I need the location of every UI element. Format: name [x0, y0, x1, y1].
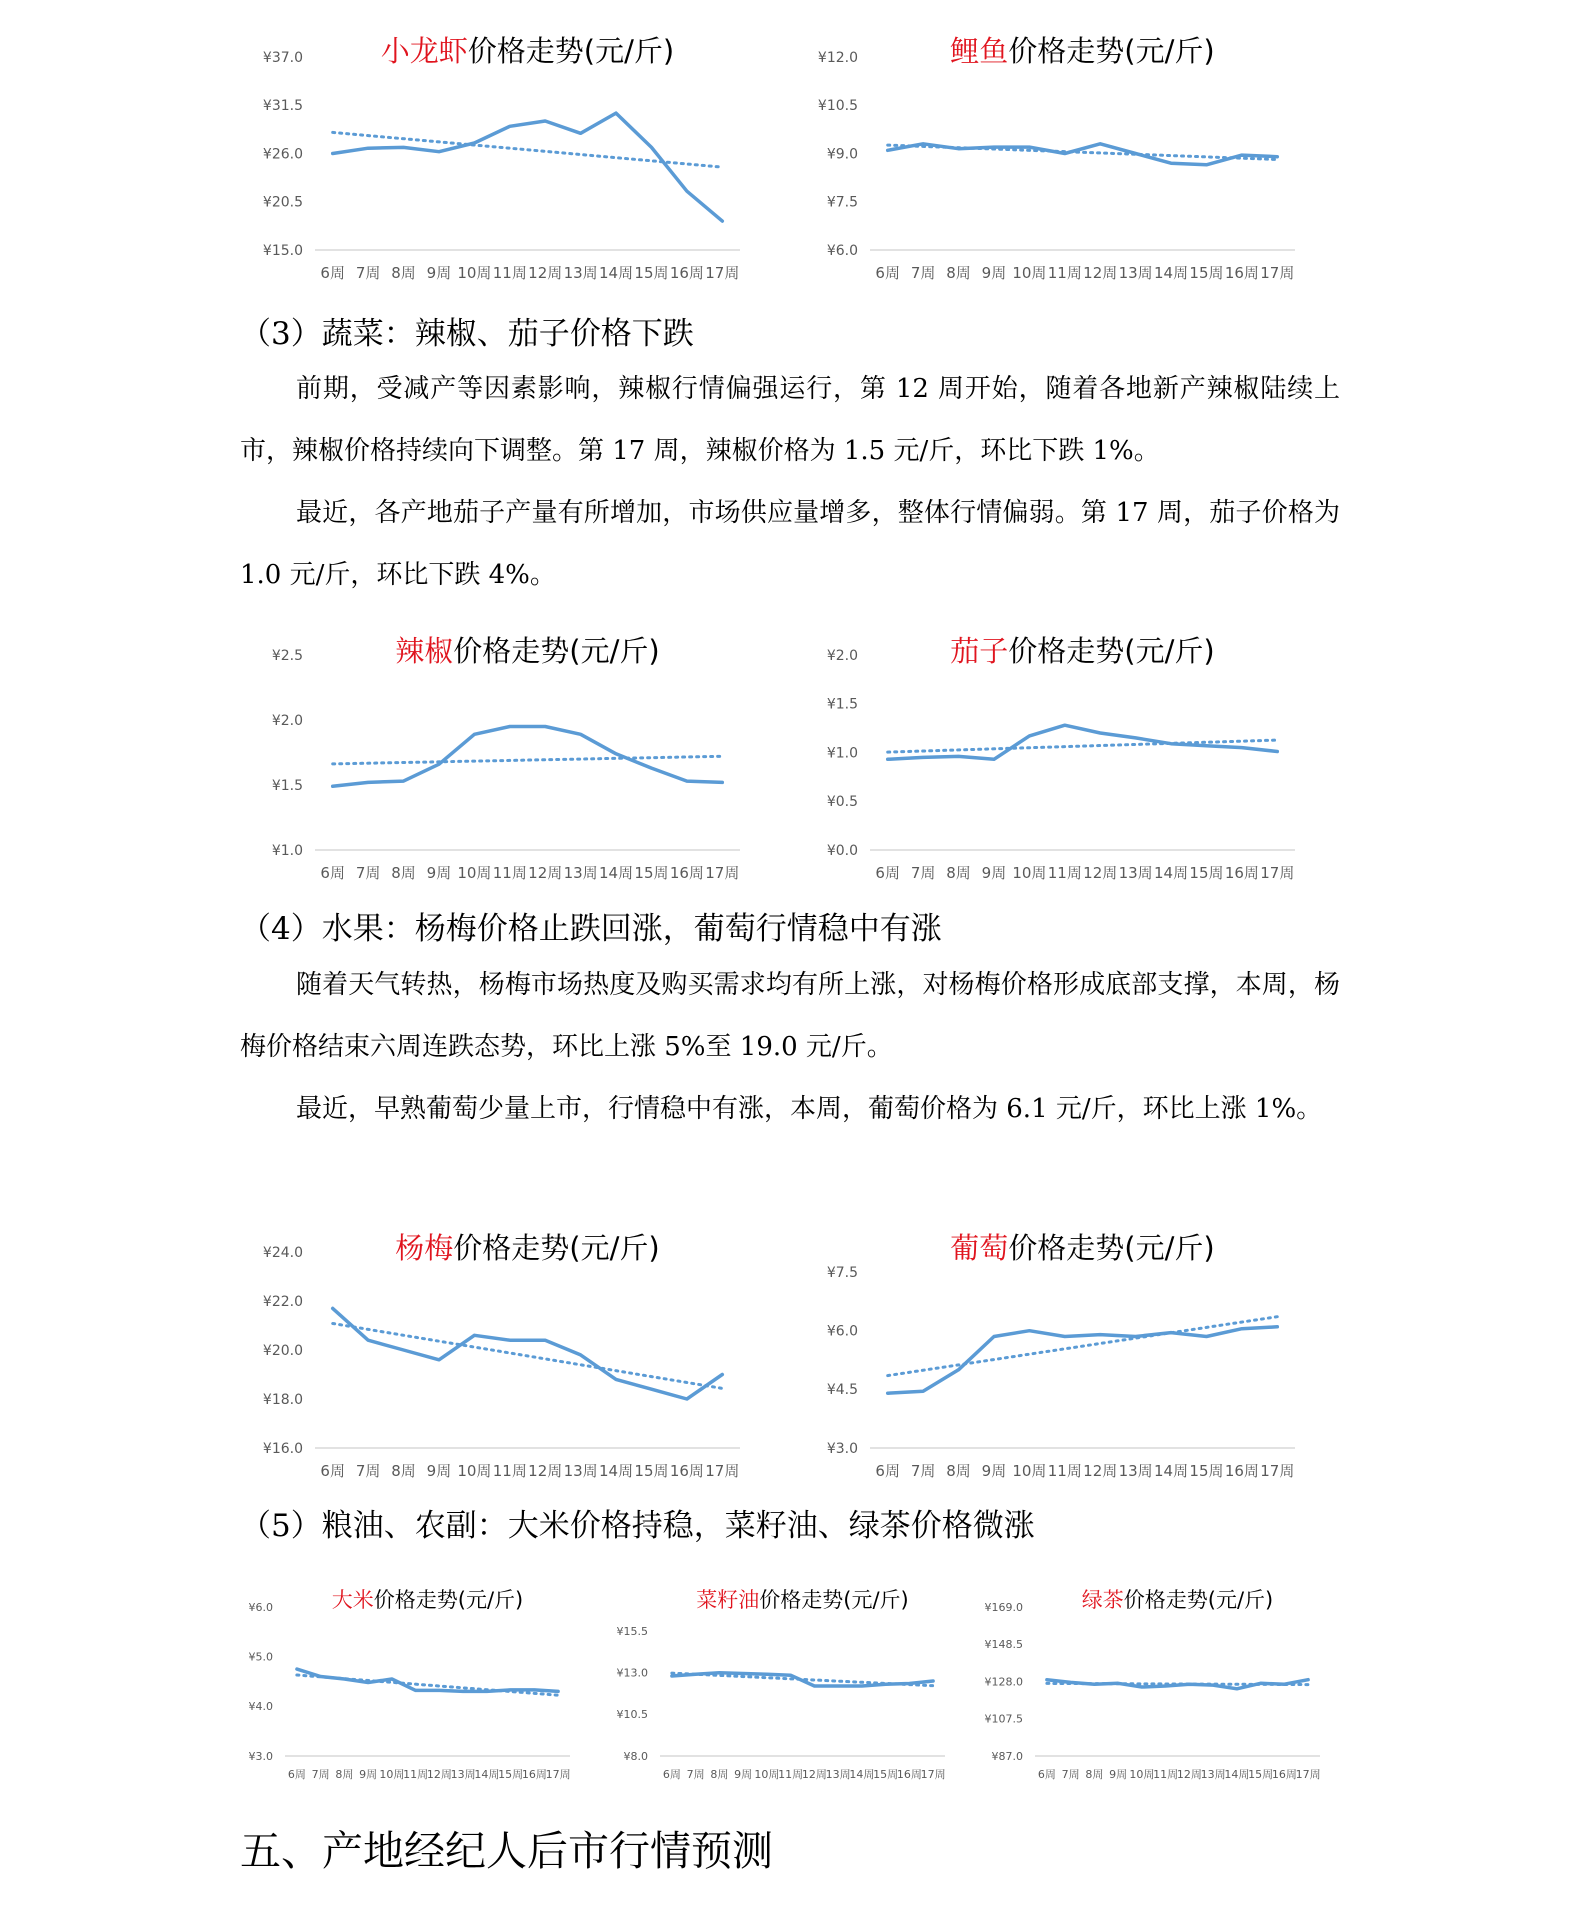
chart-title-highlight: 小龙虾 [380, 34, 468, 68]
x-tick-label: 17周 [705, 264, 740, 282]
x-tick-label: 15周 [1189, 864, 1224, 882]
chart-title-rest: 价格走势(元/斤) [1008, 34, 1215, 68]
y-tick-label: ¥5.0 [248, 1650, 273, 1664]
chart-pepper [235, 625, 755, 895]
chart-title-highlight: 辣椒 [395, 634, 454, 668]
y-tick-label: ¥15.5 [616, 1624, 648, 1638]
x-tick-label: 6周 [287, 1768, 306, 1781]
chart-rice [235, 1580, 585, 1780]
y-tick-label: ¥20.5 [262, 194, 303, 211]
y-tick-label: ¥128.0 [984, 1675, 1023, 1689]
chart-bayberry [235, 1222, 755, 1492]
y-tick-label: ¥7.5 [826, 194, 858, 211]
paragraph: 随着天气转热，杨梅市场热度及购买需求均有所上涨，对杨梅价格形成底部支撑，本周，杨梅价格结束六周连跌态势，环比上涨 5%至 19.0 元/斤。 [240, 970, 1340, 1062]
x-tick-label: 13周 [1118, 264, 1153, 282]
series-line [672, 1673, 933, 1686]
x-tick-label: 6周 [875, 264, 900, 282]
section-6-heading: 五、产地经纪人后市行情预测 [240, 1827, 773, 1875]
chart-title-highlight: 鲤鱼 [950, 34, 1009, 68]
x-tick-label: 8周 [946, 264, 971, 282]
chart-title-rest: 价格走势(元/斤) [453, 634, 660, 668]
x-tick-label: 8周 [335, 1768, 354, 1781]
x-tick-label: 9周 [426, 864, 452, 882]
series-line [1047, 1680, 1308, 1689]
y-tick-label: ¥1.5 [826, 696, 858, 713]
chart-carp [790, 25, 1340, 295]
chart-grape [790, 1222, 1340, 1492]
x-tick-label: 12周 [528, 264, 563, 282]
section-3-body [240, 358, 1340, 606]
y-tick-label: ¥4.5 [826, 1382, 858, 1399]
y-tick-label: ¥26.0 [262, 146, 303, 163]
x-tick-label: 12周 [426, 1768, 452, 1781]
x-tick-label: 16周 [669, 1462, 704, 1480]
x-tick-label: 13周 [1118, 864, 1153, 882]
y-tick-label: ¥87.0 [991, 1749, 1023, 1763]
x-tick-label: 17周 [1260, 1462, 1295, 1480]
y-tick-label: ¥2.0 [826, 647, 858, 664]
x-tick-label: 6周 [320, 864, 345, 882]
series-line [333, 1308, 723, 1399]
y-tick-label: ¥6.0 [248, 1600, 273, 1614]
x-tick-label: 6周 [1037, 1768, 1056, 1781]
x-tick-label: 6周 [320, 1462, 345, 1480]
x-tick-label: 13周 [563, 864, 598, 882]
x-tick-label: 7周 [910, 264, 936, 282]
chart-title-rest: 价格走势(元/斤) [467, 34, 675, 68]
x-tick-label: 14周 [1153, 864, 1189, 882]
chart-rapeseed [610, 1580, 960, 1780]
x-tick-label: 12周 [1083, 1462, 1118, 1480]
y-tick-label: ¥1.0 [826, 745, 858, 762]
x-tick-label: 17周 [705, 864, 740, 882]
paragraph: 最近，早熟葡萄少量上市，行情稳中有涨，本周，葡萄价格为 6.1 元/斤，环比上涨 1%。 [296, 1094, 1323, 1124]
y-tick-label: ¥148.5 [984, 1638, 1023, 1652]
x-tick-label: 10周 [1012, 264, 1047, 282]
x-tick-label: 7周 [311, 1768, 330, 1781]
x-tick-label: 8周 [1085, 1768, 1104, 1781]
x-tick-label: 10周 [457, 864, 492, 882]
x-tick-label: 15周 [1248, 1768, 1274, 1781]
x-tick-label: 7周 [686, 1768, 705, 1781]
chart-title [235, 29, 760, 70]
x-tick-label: 16周 [1224, 264, 1259, 282]
series-line [333, 113, 723, 221]
x-tick-label: 13周 [563, 1462, 598, 1480]
x-tick-label: 13周 [1118, 1462, 1153, 1480]
y-tick-label: ¥12.0 [817, 49, 858, 66]
y-tick-label: ¥0.0 [826, 842, 858, 859]
x-tick-label: 15周 [1189, 1462, 1224, 1480]
x-tick-label: 11周 [403, 1768, 429, 1781]
x-tick-label: 17周 [920, 1768, 946, 1781]
x-tick-label: 13周 [1200, 1768, 1226, 1781]
x-tick-label: 9周 [426, 264, 452, 282]
y-tick-label: ¥7.5 [826, 1264, 858, 1281]
x-tick-label: 12周 [528, 1462, 563, 1480]
x-tick-label: 6周 [875, 1462, 900, 1480]
x-tick-label: 13周 [563, 264, 598, 282]
y-tick-label: ¥18.0 [262, 1391, 303, 1408]
x-tick-label: 7周 [910, 864, 936, 882]
x-tick-label: 14周 [1153, 264, 1189, 282]
paragraph: 最近，各产地茄子产量有所增加，市场供应量增多，整体行情偏弱。第 17 周，茄子价格为 1.0 元/斤，环比下跌 4%。 [240, 498, 1340, 590]
x-tick-label: 15周 [873, 1768, 899, 1781]
x-tick-label: 12周 [801, 1768, 827, 1781]
chart-crayfish [235, 25, 755, 295]
x-tick-label: 10周 [1012, 864, 1047, 882]
x-tick-label: 10周 [1012, 1462, 1047, 1480]
x-tick-label: 16周 [521, 1768, 547, 1781]
x-tick-label: 10周 [754, 1768, 780, 1781]
trendline [888, 1317, 1278, 1376]
x-tick-label: 9周 [734, 1768, 753, 1781]
chart-title-highlight: 大米 [331, 1588, 374, 1612]
y-tick-label: ¥9.0 [826, 146, 858, 163]
x-tick-label: 7周 [910, 1462, 936, 1480]
paragraph: 前期，受减产等因素影响，辣椒行情偏强运行，第 12 周开始，随着各地新产辣椒陆续上市，辣椒价格持续向下调整。第 17 周，辣椒价格为 1.5 元/斤，环比下跌 1%。 [240, 374, 1340, 466]
x-tick-label: 17周 [1295, 1768, 1321, 1781]
x-tick-label: 16周 [1224, 1462, 1259, 1480]
x-tick-label: 9周 [426, 1462, 452, 1480]
trendline [333, 756, 723, 764]
x-tick-label: 14周 [1224, 1768, 1250, 1781]
chart-title-rest: 价格走势(元/斤) [1123, 1588, 1274, 1612]
section-3-heading: （3）蔬菜：辣椒、茄子价格下跌 [240, 316, 694, 352]
chart-title-rest: 价格走势(元/斤) [373, 1588, 524, 1612]
x-tick-label: 14周 [474, 1768, 500, 1781]
y-tick-label: ¥2.0 [271, 712, 303, 729]
x-tick-label: 8周 [946, 1462, 971, 1480]
x-tick-label: 10周 [379, 1768, 405, 1781]
y-tick-label: ¥10.5 [616, 1708, 648, 1722]
y-tick-label: ¥31.5 [262, 98, 303, 115]
x-tick-label: 12周 [1176, 1768, 1202, 1781]
chart-title [790, 1226, 1315, 1267]
x-tick-label: 16周 [669, 264, 704, 282]
chart-eggplant [790, 625, 1340, 895]
x-tick-label: 7周 [355, 864, 381, 882]
y-tick-label: ¥16.0 [262, 1440, 303, 1457]
x-tick-label: 14周 [849, 1768, 875, 1781]
x-tick-label: 11周 [1047, 264, 1082, 282]
y-tick-label: ¥1.0 [271, 842, 303, 859]
x-tick-label: 9周 [359, 1768, 378, 1781]
x-tick-label: 8周 [710, 1768, 729, 1781]
chart-greentea [985, 1580, 1335, 1780]
section-4-body [240, 954, 1340, 1140]
chart-title-highlight: 杨梅 [395, 1231, 454, 1265]
x-tick-label: 6周 [320, 264, 345, 282]
x-tick-label: 16周 [896, 1768, 922, 1781]
x-tick-label: 12周 [1083, 864, 1118, 882]
x-tick-label: 8周 [391, 864, 416, 882]
chart-title-rest: 价格走势(元/斤) [759, 1588, 909, 1612]
series-line [888, 144, 1278, 165]
x-tick-label: 9周 [981, 864, 1007, 882]
y-tick-label: ¥1.5 [271, 777, 303, 794]
chart-title [235, 1226, 760, 1267]
x-tick-label: 13周 [825, 1768, 851, 1781]
x-tick-label: 8周 [391, 264, 416, 282]
x-tick-label: 15周 [498, 1768, 524, 1781]
y-tick-label: ¥107.5 [984, 1712, 1023, 1726]
y-tick-label: ¥20.0 [262, 1342, 303, 1359]
y-tick-label: ¥22.0 [262, 1293, 303, 1310]
x-tick-label: 8周 [946, 864, 971, 882]
x-tick-label: 17周 [705, 1462, 740, 1480]
x-tick-label: 14周 [598, 264, 634, 282]
x-tick-label: 11周 [778, 1768, 804, 1781]
series-line [888, 1327, 1278, 1393]
chart-title-highlight: 茄子 [950, 634, 1009, 668]
x-tick-label: 15周 [1189, 264, 1224, 282]
x-tick-label: 7周 [355, 264, 381, 282]
x-tick-label: 16周 [669, 864, 704, 882]
x-tick-label: 15周 [634, 1462, 669, 1480]
chart-title-highlight: 葡萄 [950, 1231, 1009, 1265]
y-tick-label: ¥3.0 [248, 1749, 273, 1763]
x-tick-label: 9周 [981, 1462, 1007, 1480]
x-tick-label: 10周 [457, 264, 492, 282]
chart-title [790, 29, 1315, 70]
y-tick-label: ¥6.0 [826, 1323, 858, 1340]
section-5-heading: （5）粮油、农副：大米价格持稳，菜籽油、绿茶价格微涨 [240, 1508, 1035, 1544]
x-tick-label: 7周 [355, 1462, 381, 1480]
x-tick-label: 14周 [598, 1462, 634, 1480]
y-tick-label: ¥37.0 [262, 49, 303, 66]
chart-title [985, 1584, 1340, 1614]
y-tick-label: ¥6.0 [826, 242, 858, 259]
x-tick-label: 14周 [598, 864, 634, 882]
x-tick-label: 12周 [528, 864, 563, 882]
y-tick-label: ¥15.0 [262, 242, 303, 259]
y-tick-label: ¥8.0 [623, 1749, 648, 1763]
x-tick-label: 10周 [457, 1462, 492, 1480]
section-4-heading: （4）水果：杨梅价格止跌回涨，葡萄行情稳中有涨 [240, 911, 942, 947]
chart-title-rest: 价格走势(元/斤) [453, 1231, 660, 1265]
chart-title-rest: 价格走势(元/斤) [1008, 1231, 1215, 1265]
x-tick-label: 9周 [981, 264, 1007, 282]
x-tick-label: 16周 [1224, 864, 1259, 882]
x-tick-label: 15周 [634, 264, 669, 282]
y-tick-label: ¥0.5 [826, 794, 858, 811]
chart-title-highlight: 绿茶 [1081, 1588, 1124, 1612]
x-tick-label: 9周 [1109, 1768, 1128, 1781]
x-tick-label: 17周 [545, 1768, 571, 1781]
y-tick-label: ¥4.0 [248, 1700, 273, 1714]
y-tick-label: ¥24.0 [262, 1244, 303, 1261]
x-tick-label: 11周 [492, 864, 527, 882]
chart-title [235, 1584, 590, 1614]
chart-title-highlight: 菜籽油 [696, 1588, 760, 1612]
chart-title [610, 1584, 965, 1614]
x-tick-label: 11周 [1153, 1768, 1179, 1781]
chart-title [790, 629, 1315, 670]
x-tick-label: 12周 [1083, 264, 1118, 282]
x-tick-label: 17周 [1260, 264, 1295, 282]
y-tick-label: ¥13.0 [616, 1666, 648, 1680]
x-tick-label: 13周 [450, 1768, 476, 1781]
series-line [297, 1669, 558, 1691]
x-tick-label: 6周 [875, 864, 900, 882]
x-tick-label: 11周 [1047, 864, 1082, 882]
chart-title [235, 629, 760, 670]
y-tick-label: ¥169.0 [984, 1600, 1023, 1614]
x-tick-label: 8周 [391, 1462, 416, 1480]
y-tick-label: ¥2.5 [271, 647, 303, 664]
x-tick-label: 11周 [1047, 1462, 1082, 1480]
x-tick-label: 7周 [1061, 1768, 1080, 1781]
y-tick-label: ¥3.0 [826, 1440, 858, 1457]
x-tick-label: 14周 [1153, 1462, 1189, 1480]
x-tick-label: 11周 [492, 264, 527, 282]
x-tick-label: 6周 [662, 1768, 681, 1781]
x-tick-label: 11周 [492, 1462, 527, 1480]
y-tick-label: ¥10.5 [817, 98, 858, 115]
x-tick-label: 10周 [1129, 1768, 1155, 1781]
trendline [333, 1323, 723, 1388]
x-tick-label: 15周 [634, 864, 669, 882]
chart-title-rest: 价格走势(元/斤) [1008, 634, 1215, 668]
x-tick-label: 16周 [1271, 1768, 1297, 1781]
x-tick-label: 17周 [1260, 864, 1295, 882]
